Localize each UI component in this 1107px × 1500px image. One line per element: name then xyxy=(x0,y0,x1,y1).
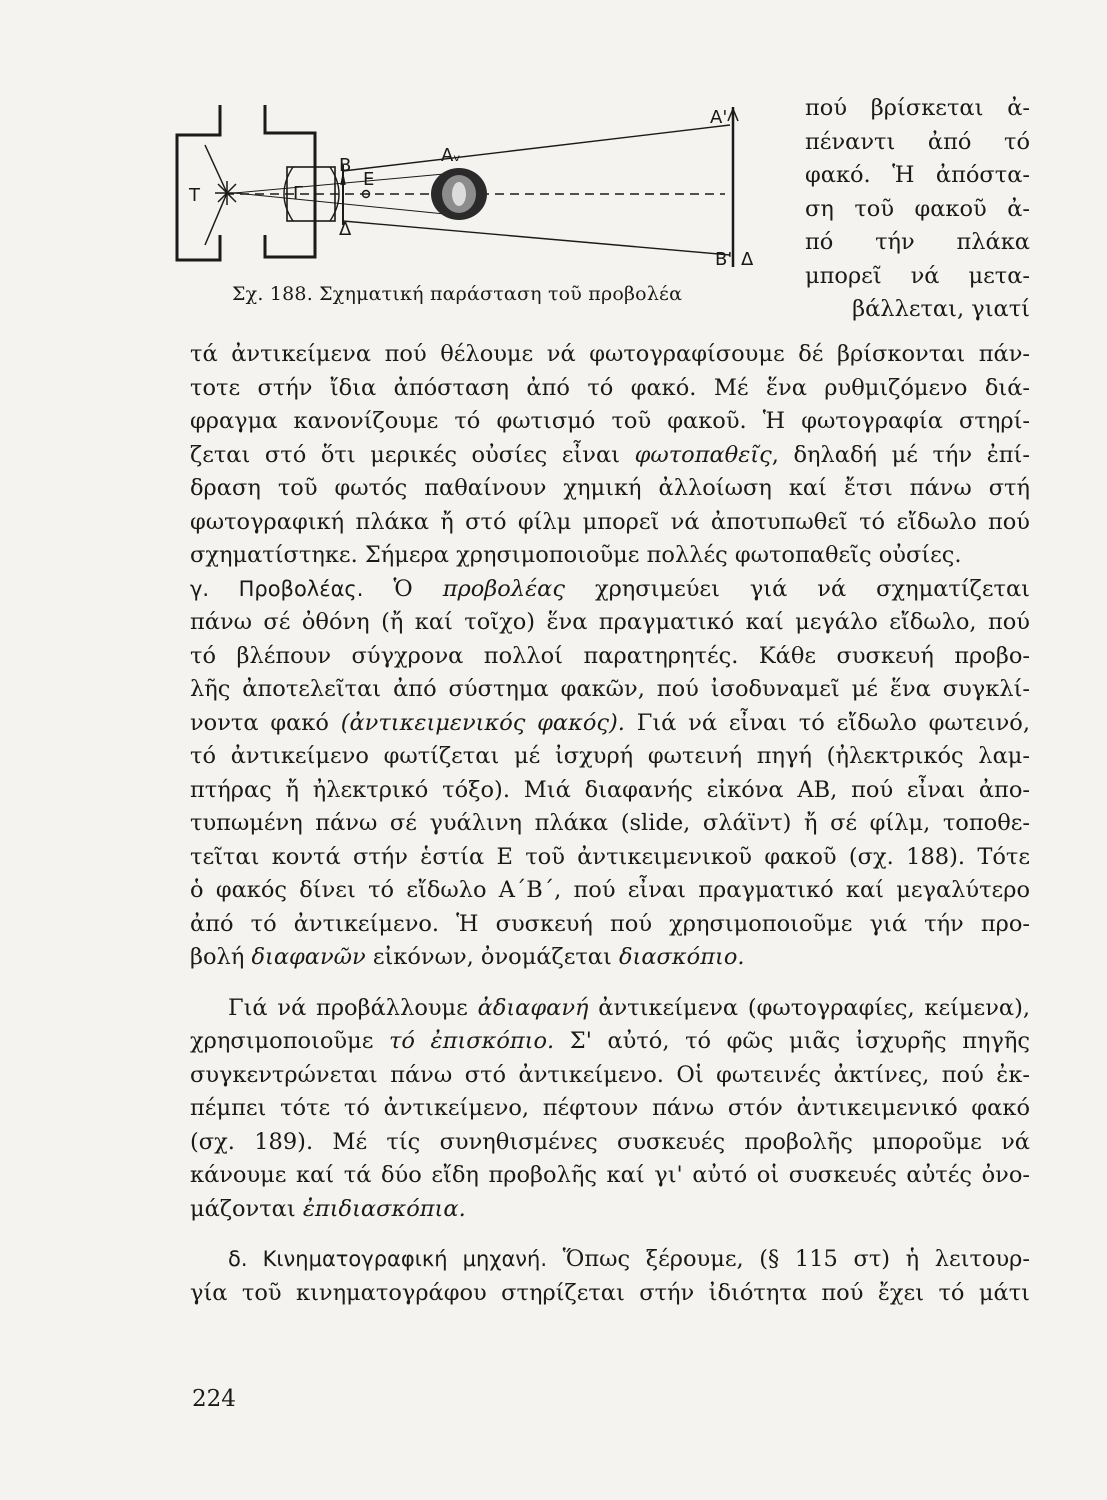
text-line: δ. Κινηματογραφική μηχανή. Ὅπως ξέρουμε, (§ 115 στ) ἡ λειτουρ- xyxy=(228,1246,1031,1272)
text-line: χρησιμοποιοῦμε τό ἐπισκόπιο. Σ' αὐτό, τό φῶς μιᾶς ἰσχυρῆς πηγῆς xyxy=(190,1028,1031,1054)
text-line: (σχ. 189). Μέ τίς συνηθισμένες συσκευές προβολῆς μποροῦμε νά xyxy=(190,1128,1030,1155)
section-heading-projector: γ. Προβολέας. xyxy=(190,576,364,601)
text-line: βολή διαφανῶν εἰκόνων, ὀνομάζεται διασκόπιο. xyxy=(190,944,745,970)
side-line: ση τοῦ φακοῦ ἀ- xyxy=(805,195,1030,222)
label-slide-top: Β xyxy=(339,155,352,176)
side-line: φακό. Ἡ ἀπόστα- xyxy=(805,162,1030,188)
side-line: πό τήν πλάκα xyxy=(805,229,1030,255)
side-line: μπορεῖ νά μετα- xyxy=(805,262,1030,289)
page-number: 224 xyxy=(192,1386,236,1412)
label-image-bottom: Β' xyxy=(715,249,733,270)
label-image-top: Α' xyxy=(710,107,728,128)
label-screen-bottom: Δ xyxy=(741,249,754,270)
side-line: βάλλεται, γιατί xyxy=(852,296,1030,322)
text-line: τοτε στήν ἴδια ἀπόσταση ἀπό τό φακό. Μέ ἕνα ρυθμιζόμενο διά- xyxy=(190,374,1030,401)
emphasis: διασκόπιο. xyxy=(618,944,745,970)
text-line: τό ἀντικείμενο φωτίζεται μέ ἰσχυρή φωτεινή πηγή (ἠλεκτρικός λαμ- xyxy=(190,743,1030,769)
emphasis: τό ἐπισκόπιο. xyxy=(388,1028,555,1054)
text-line: φραγμα κανονίζουμε τό φωτισμό τοῦ φακοῦ. Ἡ φωτογραφία στηρί- xyxy=(190,408,1030,434)
label-slide-bottom: Δ xyxy=(339,219,352,240)
emphasis: (ἀντικειμενικός φακός). xyxy=(340,709,625,736)
body-text xyxy=(190,338,1030,1310)
text-line: ἀπό τό ἀντικείμενο. Ἡ συσκευή πού χρησιμοποιοῦμε γιά τήν προ- xyxy=(190,910,1030,937)
emphasis: φωτοπαθεῖς xyxy=(634,441,772,468)
text-line: τό βλέπουν σύγχρονα πολλοί παρατηρητές. Κάθε συσκευή προβο- xyxy=(190,642,1030,669)
label-lens: Αᵥ xyxy=(441,145,461,166)
paragraph-gap xyxy=(190,975,1030,992)
text-line: νοντα φακό (ἀντικειμενικός φακός). Γιά νά εἶναι τό εἴδωλο φωτεινό, xyxy=(190,709,1030,736)
text-line: Γιά νά προβάλλουμε ἀδιαφανή ἀντικείμενα (φωτογραφίες, κείμενα), xyxy=(228,994,1031,1021)
housing-left xyxy=(177,105,220,260)
text-line: σχηματίστηκε. Σήμερα χρησιμοποιοῦμε πολλές φωτοπαθεῖς οὐσίες. xyxy=(190,542,962,568)
text-line: πάνω σέ ὀθόνη (ἤ καί τοῖχο) ἕνα πραγματικό καί μεγάλο εἴδωλο, πού xyxy=(190,609,1030,635)
figure-caption: Σχ. 188. Σχηματική παράσταση τοῦ προβολέα xyxy=(232,283,683,305)
projector-schematic xyxy=(165,85,790,310)
text-line: δραση τοῦ φωτός παθαίνουν χημική ἀλλοίωση καί ἔτσι πάνω στή xyxy=(190,475,1030,501)
text-line: πέμπει τότε τό ἀντικείμενο, πέφτουν πάνω στόν ἀντικειμενικό φακό xyxy=(190,1095,1030,1121)
lamp-icon xyxy=(205,145,239,245)
text-line: τά ἀντικείμενα πού θέλουμε νά φωτογραφίσουμε δέ βρίσκονται πάν- xyxy=(190,341,1030,367)
emphasis: διαφανῶν xyxy=(251,944,366,970)
label-condenser: Γ xyxy=(293,183,304,204)
emphasis: ἀδιαφανή xyxy=(477,994,589,1021)
text-line: λῆς ἀποτελεῖται ἀπό σύστημα φακῶν, πού ἰσοδυναμεῖ μέ ἕνα συγκλί- xyxy=(190,676,1030,702)
side-text-column xyxy=(805,92,1030,327)
section-heading-cinema: δ. Κινηματογραφική μηχανή. xyxy=(228,1247,548,1271)
text-line: συγκεντρώνεται πάνω στό ἀντικείμενο. Οἱ φωτεινές ἀκτίνες, πού ἐκ- xyxy=(190,1061,1030,1088)
emphasis: προβολέας xyxy=(442,575,565,602)
text-line: μάζονται ἐπιδιασκόπια. xyxy=(190,1195,466,1222)
text-line: τεῖται κοντά στήν ἑστία Ε τοῦ ἀντικειμενικοῦ φακοῦ (σχ. 188). Τότε xyxy=(190,843,1030,870)
text-line: πτήρας ἤ ἠλεκτρικό τόξο). Μιά διαφανής εἰκόνα ΑΒ, πού εἶναι ἀπο- xyxy=(190,776,1030,803)
text-line: γ. Προβολέας. Ὁ προβολέας χρησιμεύει γιά νά σχηματίζεται xyxy=(190,575,1030,602)
text-line: κάνουμε καί τά δύο εἴδη προβολῆς καί γι' αὐτό οἱ συσκευές αὐτές ὀνο- xyxy=(190,1162,1030,1188)
emphasis: ἐπιδιασκόπια. xyxy=(302,1195,466,1222)
label-focus: Ε xyxy=(363,169,375,190)
label-lamp: Τ xyxy=(189,185,200,206)
paragraph-gap xyxy=(190,1226,1030,1243)
side-line: πού βρίσκεται ἀ- xyxy=(805,95,1030,121)
text-line: ζεται στό ὅτι μερικές οὐσίες εἶναι φωτοπαθεῖς, δηλαδή μέ τήν ἐπί- xyxy=(190,441,1030,468)
text-line: τυπωμένη πάνω σέ γυάλινη πλάκα (slide, σλάϊντ) ἤ σέ φίλμ, τοποθε- xyxy=(190,810,1030,836)
projector-diagram xyxy=(165,85,790,310)
side-line: πέναντι ἀπό τό xyxy=(805,128,1030,155)
text-line: ὁ φακός δίνει τό εἴδωλο Α΄Β΄, πού εἶναι πραγματικό καί μεγαλύτερο xyxy=(190,877,1030,903)
text-line: φωτογραφική πλάκα ἤ στό φίλμ μπορεῖ νά ἀποτυπωθεῖ τό εἴδωλο πού xyxy=(190,508,1030,535)
text-line: γία τοῦ κινηματογράφου στηρίζεται στήν ἰδιότητα πού ἔχει τό μάτι xyxy=(190,1279,1030,1306)
housing-right xyxy=(265,105,315,257)
